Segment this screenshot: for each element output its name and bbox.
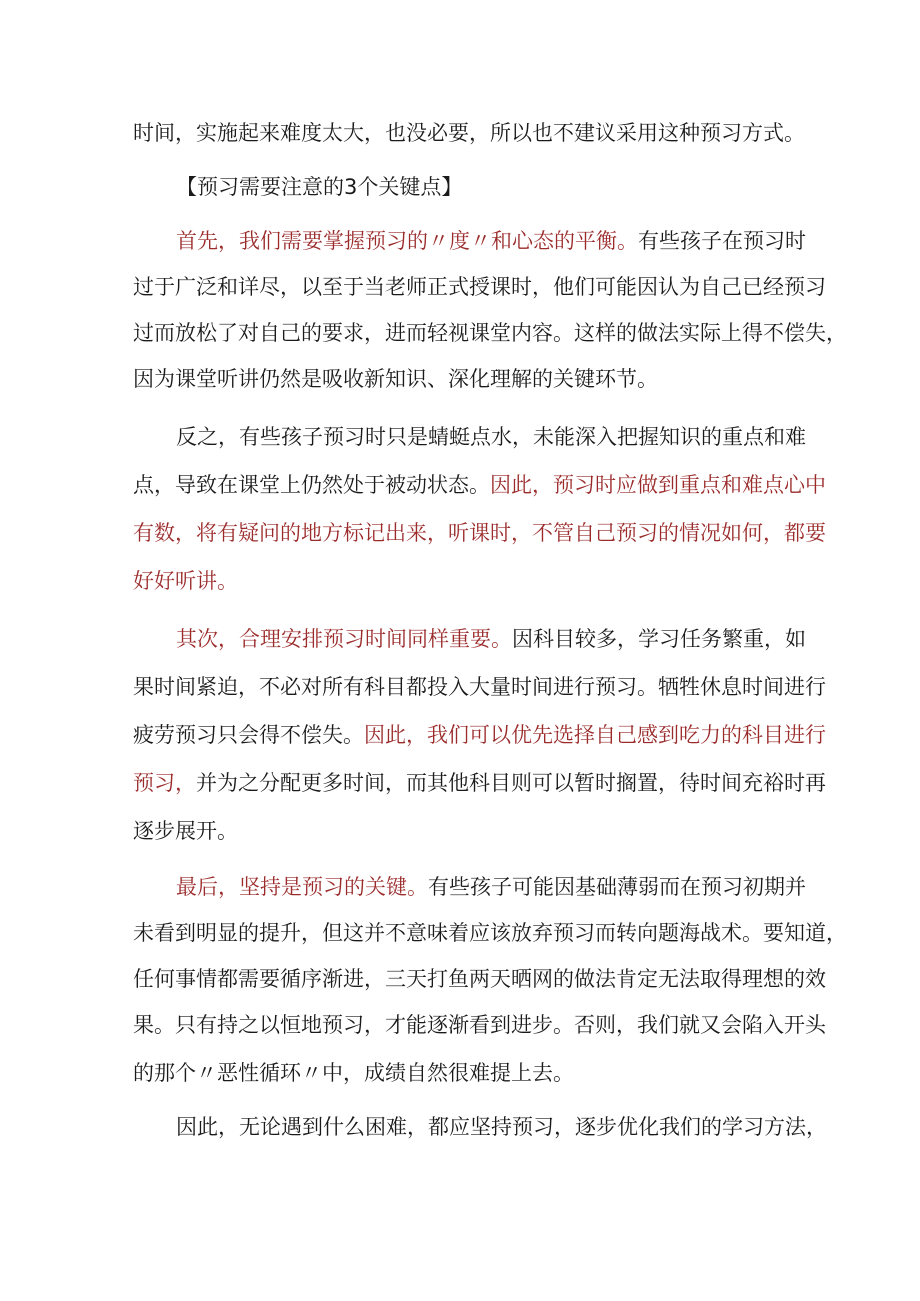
- body-text: 未看到明显的提升，但这并不意味着应该放弃预习而转向题海战术。要知道，: [133, 921, 847, 945]
- body-text: 点，导致在课堂上仍然处于被动状态。: [133, 473, 490, 497]
- paragraph-3-line-1: [176, 624, 806, 654]
- section-heading: [176, 172, 462, 202]
- intro-text: 时间，实施起来难度太大，也没必要，所以也不建议采用这种预习方式。: [133, 121, 805, 145]
- body-text: 逐步展开。: [133, 819, 238, 843]
- emphasis-text: 因此，预习时应做到重点和难点心中: [490, 473, 826, 497]
- paragraph-3-line-4: [133, 768, 826, 798]
- heading-text: 【预习需要注意的3个关键点】: [176, 175, 463, 199]
- emphasis-text: 最后，坚持是预习的关键。: [176, 875, 428, 899]
- emphasis-text: 好好听讲。: [133, 569, 238, 593]
- body-text: 的那个〃恶性循环〃中，成绩自然很难提上去。: [133, 1061, 574, 1085]
- paragraph-2-line-2: [133, 470, 826, 500]
- body-text: 有些孩子在预习时: [638, 229, 806, 253]
- body-text: 并为之分配更多时间，而其他科目则可以暂时搁置，待时间充裕时再: [196, 771, 826, 795]
- paragraph-2-line-4: [133, 566, 793, 596]
- paragraph-3-line-5: [133, 816, 793, 846]
- paragraph-4-line-4: [133, 1010, 826, 1040]
- body-text: 果时间紧迫，不必对所有科目都投入大量时间进行预习。牺牲休息时间进行: [133, 675, 826, 699]
- emphasis-text: 因此，我们可以优先选择自己感到吃力的科目进行: [364, 723, 826, 747]
- paragraph-3-line-3: [133, 720, 826, 750]
- body-text: 因科目较多，学习任务繁重，如: [512, 627, 806, 651]
- paragraph-1-line-4: [133, 364, 793, 394]
- paragraph-2-line-1: [176, 422, 806, 452]
- body-text: 任何事情都需要循序渐进，三天打鱼两天晒网的做法肯定无法取得理想的效: [133, 967, 826, 991]
- body-text: 因为课堂听讲仍然是吸收新知识、深化理解的关键环节。: [133, 367, 658, 391]
- paragraph-1-line-2: [133, 272, 826, 302]
- emphasis-text: 其次，合理安排预习时间同样重要。: [176, 627, 512, 651]
- paragraph-4-line-2: [133, 918, 847, 948]
- paragraph-2-line-3: [133, 518, 826, 548]
- emphasis-text: 有数，将有疑问的地方标记出来，听课时，不管自己预习的情况如何，都要: [133, 521, 826, 545]
- body-text: 疲劳预习只会得不偿失。: [133, 723, 364, 747]
- paragraph-4-line-1: [176, 872, 806, 902]
- paragraph-3-line-2: [133, 672, 826, 702]
- body-text: 因此，无论遇到什么困难，都应坚持预习，逐步优化我们的学习方法，: [176, 1115, 827, 1139]
- paragraph-4-line-5: [133, 1058, 793, 1088]
- closing-line: [176, 1112, 827, 1142]
- body-text: 有些孩子可能因基础薄弱而在预习初期并: [428, 875, 806, 899]
- paragraph-4-line-3: [133, 964, 826, 994]
- body-text: 反之，有些孩子预习时只是蜻蜓点水，未能深入把握知识的重点和难: [176, 425, 806, 449]
- body-text: 果。只有持之以恒地预习，才能逐渐看到进步。否则，我们就又会陷入开头: [133, 1013, 826, 1037]
- emphasis-text: 首先，我们需要掌握预习的〃度〃和心态的平衡。: [176, 229, 638, 253]
- emphasis-text: 预习，: [133, 771, 196, 795]
- intro-line: [133, 118, 805, 148]
- paragraph-1-line-3: [133, 318, 847, 348]
- paragraph-1-line-1: [176, 226, 806, 256]
- body-text: 过于广泛和详尽，以至于当老师正式授课时，他们可能因认为自己已经预习: [133, 275, 826, 299]
- body-text: 过而放松了对自己的要求，进而轻视课堂内容。这样的做法实际上得不偿失，: [133, 321, 847, 345]
